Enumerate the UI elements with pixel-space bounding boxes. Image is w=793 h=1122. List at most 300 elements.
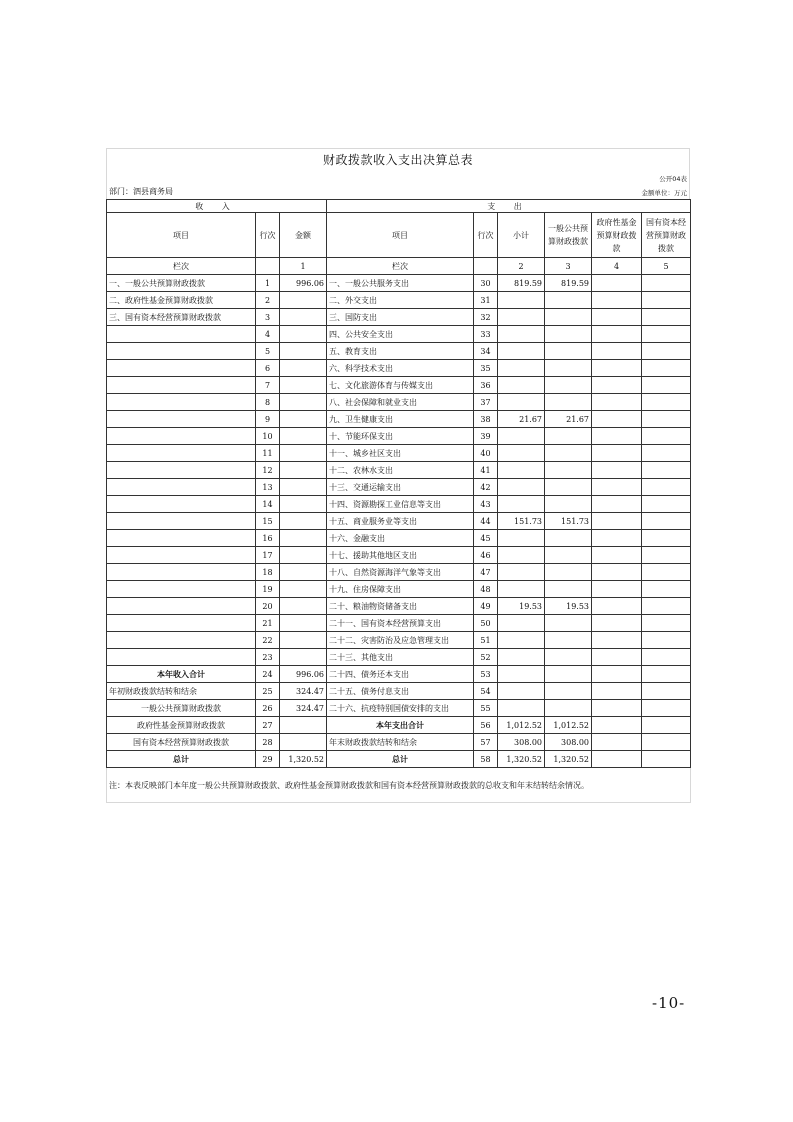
expense-line-cell: 51 xyxy=(474,632,498,649)
expense-subtotal-cell xyxy=(498,530,545,547)
general-budget-cell xyxy=(545,309,592,326)
income-amount-cell xyxy=(280,326,327,343)
state-capital-cell xyxy=(642,360,691,377)
state-capital-cell xyxy=(642,326,691,343)
expense-line-cell: 31 xyxy=(474,292,498,309)
expense-line-cell: 50 xyxy=(474,615,498,632)
expense-line-cell: 32 xyxy=(474,309,498,326)
income-line-cell: 25 xyxy=(256,683,280,700)
expense-item-cell: 十六、金融支出 xyxy=(327,530,474,547)
income-amount-cell xyxy=(280,377,327,394)
income-line-cell: 5 xyxy=(256,343,280,360)
state-capital-cell xyxy=(642,683,691,700)
income-amount-cell: 1,320.52 xyxy=(280,751,327,768)
expense-item-cell: 二十四、债务还本支出 xyxy=(327,666,474,683)
expense-subtotal-cell: 151.73 xyxy=(498,513,545,530)
footnote: 注：本表反映部门本年度一般公共预算财政拨款、政府性基金预算财政拨款和国有资本经营预算财政拨款的总收支和年末结转结余情况。 xyxy=(107,768,691,803)
income-line-header: 行次 xyxy=(256,213,280,258)
finance-table xyxy=(106,199,691,803)
state-capital-cell xyxy=(642,564,691,581)
table-row xyxy=(107,513,691,530)
income-amount-cell xyxy=(280,445,327,462)
income-item-cell xyxy=(107,530,256,547)
income-line-cell: 16 xyxy=(256,530,280,547)
income-item-cell xyxy=(107,547,256,564)
expense-item-header: 项目 xyxy=(327,213,474,258)
general-budget-cell xyxy=(545,326,592,343)
general-budget-cell xyxy=(545,547,592,564)
general-budget-cell: 1,320.52 xyxy=(545,751,592,768)
table-row xyxy=(107,751,691,768)
expense-line-cell: 38 xyxy=(474,411,498,428)
income-amount-header: 金额 xyxy=(280,213,327,258)
expense-item-cell: 二十五、债务付息支出 xyxy=(327,683,474,700)
general-budget-cell xyxy=(545,564,592,581)
gov-fund-cell xyxy=(592,700,642,717)
state-capital-cell xyxy=(642,479,691,496)
column-number: 3 xyxy=(545,258,592,275)
income-item-cell xyxy=(107,411,256,428)
gov-fund-cell xyxy=(592,428,642,445)
table-row xyxy=(107,479,691,496)
income-item-cell: 国有资本经营预算财政拨款 xyxy=(107,734,256,751)
expense-item-cell: 十八、自然资源海洋气象等支出 xyxy=(327,564,474,581)
income-line-cell: 10 xyxy=(256,428,280,445)
income-amount-cell xyxy=(280,360,327,377)
expense-line-cell: 30 xyxy=(474,275,498,292)
gov-fund-cell xyxy=(592,479,642,496)
expense-subtotal-cell xyxy=(498,581,545,598)
table-row xyxy=(107,717,691,734)
income-line-cell: 20 xyxy=(256,598,280,615)
gov-fund-cell xyxy=(592,275,642,292)
income-line-cell: 28 xyxy=(256,734,280,751)
income-amount-cell xyxy=(280,734,327,751)
state-capital-cell xyxy=(642,530,691,547)
expense-subtotal-cell xyxy=(498,632,545,649)
income-item-cell: 二、政府性基金预算财政拨款 xyxy=(107,292,256,309)
income-item-cell xyxy=(107,632,256,649)
gov-fund-cell xyxy=(592,309,642,326)
general-budget-cell xyxy=(545,666,592,683)
income-amount-cell xyxy=(280,462,327,479)
unit-label: 金额单位：万元 xyxy=(641,189,687,197)
income-line-cell: 6 xyxy=(256,360,280,377)
expense-item-cell: 总计 xyxy=(327,751,474,768)
table-row xyxy=(107,734,691,751)
expense-group-header: 支 出 xyxy=(327,200,691,213)
state-capital-cell xyxy=(642,309,691,326)
expense-line-cell: 45 xyxy=(474,530,498,547)
income-amount-cell: 324.47 xyxy=(280,683,327,700)
general-budget-cell xyxy=(545,377,592,394)
expense-subtotal-cell xyxy=(498,377,545,394)
gov-fund-cell xyxy=(592,632,642,649)
state-capital-cell xyxy=(642,649,691,666)
general-budget-cell xyxy=(545,649,592,666)
income-item-cell xyxy=(107,343,256,360)
column-number xyxy=(474,258,498,275)
income-line-cell: 21 xyxy=(256,615,280,632)
gov-fund-cell xyxy=(592,513,642,530)
expense-item-cell: 一、一般公共服务支出 xyxy=(327,275,474,292)
state-capital-cell xyxy=(642,547,691,564)
income-line-cell: 12 xyxy=(256,462,280,479)
expense-subtotal-cell xyxy=(498,496,545,513)
income-group-header: 收 入 xyxy=(107,200,327,213)
expense-item-cell: 十七、援助其他地区支出 xyxy=(327,547,474,564)
expense-item-cell: 七、文化旅游体育与传媒支出 xyxy=(327,377,474,394)
expense-line-cell: 48 xyxy=(474,581,498,598)
general-budget-cell xyxy=(545,394,592,411)
column-label: 栏次 xyxy=(107,258,256,275)
expense-subtotal-cell xyxy=(498,666,545,683)
expense-line-header: 行次 xyxy=(474,213,498,258)
income-line-cell: 15 xyxy=(256,513,280,530)
expense-item-cell: 二十二、灾害防治及应急管理支出 xyxy=(327,632,474,649)
expense-line-cell: 39 xyxy=(474,428,498,445)
income-amount-cell xyxy=(280,394,327,411)
income-amount-cell: 996.06 xyxy=(280,275,327,292)
income-amount-cell xyxy=(280,479,327,496)
general-budget-cell xyxy=(545,530,592,547)
expense-item-cell: 年末财政拨款结转和结余 xyxy=(327,734,474,751)
general-budget-cell xyxy=(545,479,592,496)
gov-fund-cell xyxy=(592,411,642,428)
gov-fund-cell xyxy=(592,462,642,479)
column-number: 2 xyxy=(498,258,545,275)
general-budget-cell xyxy=(545,496,592,513)
expense-line-cell: 44 xyxy=(474,513,498,530)
general-budget-cell xyxy=(545,632,592,649)
expense-item-cell: 二十、粮油物资储备支出 xyxy=(327,598,474,615)
expense-subtotal-cell xyxy=(498,683,545,700)
table-row xyxy=(107,547,691,564)
table-row xyxy=(107,292,691,309)
expense-subtotal-cell: 308.00 xyxy=(498,734,545,751)
income-amount-cell: 996.06 xyxy=(280,666,327,683)
expense-subtotal-cell xyxy=(498,700,545,717)
income-line-cell: 17 xyxy=(256,547,280,564)
expense-line-cell: 41 xyxy=(474,462,498,479)
gov-fund-cell xyxy=(592,615,642,632)
state-capital-cell xyxy=(642,632,691,649)
expense-subtotal-cell xyxy=(498,360,545,377)
income-item-cell xyxy=(107,649,256,666)
expense-subtotal-cell xyxy=(498,343,545,360)
income-item-cell xyxy=(107,445,256,462)
gov-fund-cell xyxy=(592,377,642,394)
gov-fund-cell xyxy=(592,598,642,615)
table-row xyxy=(107,700,691,717)
expense-line-cell: 58 xyxy=(474,751,498,768)
report-title: 财政拨款收入支出决算总表 xyxy=(106,148,690,171)
income-line-cell: 11 xyxy=(256,445,280,462)
state-capital-cell xyxy=(642,717,691,734)
department-label: 部门：泗县商务局 xyxy=(109,187,173,196)
expense-line-cell: 36 xyxy=(474,377,498,394)
expense-item-cell: 四、公共安全支出 xyxy=(327,326,474,343)
income-line-cell: 4 xyxy=(256,326,280,343)
table-row xyxy=(107,581,691,598)
income-amount-cell xyxy=(280,428,327,445)
table-row xyxy=(107,343,691,360)
general-budget-cell xyxy=(545,615,592,632)
table-row xyxy=(107,615,691,632)
income-item-cell: 本年收入合计 xyxy=(107,666,256,683)
expense-item-cell: 十四、资源勘探工业信息等支出 xyxy=(327,496,474,513)
state-capital-cell xyxy=(642,598,691,615)
table-row xyxy=(107,326,691,343)
income-item-cell: 年初财政拨款结转和结余 xyxy=(107,683,256,700)
state-capital-cell xyxy=(642,700,691,717)
gov-fund-cell xyxy=(592,326,642,343)
gov-fund-cell xyxy=(592,547,642,564)
income-line-cell: 27 xyxy=(256,717,280,734)
income-item-cell: 一般公共预算财政拨款 xyxy=(107,700,256,717)
state-capital-cell xyxy=(642,394,691,411)
income-item-cell xyxy=(107,479,256,496)
gov-fund-cell xyxy=(592,683,642,700)
table-row xyxy=(107,666,691,683)
income-line-cell: 9 xyxy=(256,411,280,428)
income-amount-cell xyxy=(280,411,327,428)
income-item-cell xyxy=(107,598,256,615)
income-line-cell: 13 xyxy=(256,479,280,496)
income-amount-cell: 324.47 xyxy=(280,700,327,717)
income-amount-cell xyxy=(280,309,327,326)
gov-fund-cell xyxy=(592,564,642,581)
income-amount-cell xyxy=(280,632,327,649)
expense-subtotal-cell: 21.67 xyxy=(498,411,545,428)
expense-item-cell: 十九、住房保障支出 xyxy=(327,581,474,598)
income-line-cell: 26 xyxy=(256,700,280,717)
gov-fund-cell xyxy=(592,360,642,377)
expense-line-cell: 54 xyxy=(474,683,498,700)
page-number: -10- xyxy=(652,994,686,1012)
table-row xyxy=(107,632,691,649)
expense-item-cell: 二、外交支出 xyxy=(327,292,474,309)
gov-fund-cell xyxy=(592,530,642,547)
expense-subtotal-cell xyxy=(498,309,545,326)
income-amount-cell xyxy=(280,292,327,309)
income-amount-cell xyxy=(280,513,327,530)
gov-fund-cell xyxy=(592,751,642,768)
income-line-cell: 18 xyxy=(256,564,280,581)
income-amount-cell xyxy=(280,564,327,581)
expense-line-cell: 46 xyxy=(474,547,498,564)
expense-subtotal-cell xyxy=(498,564,545,581)
expense-line-cell: 37 xyxy=(474,394,498,411)
expense-item-cell: 六、科学技术支出 xyxy=(327,360,474,377)
gov-fund-cell xyxy=(592,394,642,411)
expense-line-cell: 49 xyxy=(474,598,498,615)
table-row xyxy=(107,411,691,428)
state-capital-cell xyxy=(642,343,691,360)
gov-fund-cell xyxy=(592,445,642,462)
general-budget-cell: 819.59 xyxy=(545,275,592,292)
income-item-header: 项目 xyxy=(107,213,256,258)
table-row xyxy=(107,377,691,394)
expense-subtotal-cell xyxy=(498,462,545,479)
report-sheet xyxy=(106,148,690,803)
income-item-cell xyxy=(107,428,256,445)
income-item-cell xyxy=(107,326,256,343)
state-capital-cell xyxy=(642,734,691,751)
general-budget-cell: 151.73 xyxy=(545,513,592,530)
state-capital-cell xyxy=(642,428,691,445)
table-row xyxy=(107,462,691,479)
income-item-cell: 总计 xyxy=(107,751,256,768)
state-capital-cell xyxy=(642,292,691,309)
table-row xyxy=(107,496,691,513)
table-row xyxy=(107,275,691,292)
income-item-cell xyxy=(107,394,256,411)
state-capital-cell xyxy=(642,513,691,530)
income-item-cell xyxy=(107,581,256,598)
income-amount-cell xyxy=(280,343,327,360)
income-amount-cell xyxy=(280,547,327,564)
expense-subtotal-cell xyxy=(498,479,545,496)
expense-subtotal-cell xyxy=(498,445,545,462)
gov-fund-cell xyxy=(592,717,642,734)
gov-fund-cell xyxy=(592,581,642,598)
expense-item-cell: 八、社会保障和就业支出 xyxy=(327,394,474,411)
expense-subtotal-cell xyxy=(498,649,545,666)
state-capital-cell xyxy=(642,377,691,394)
expense-line-cell: 56 xyxy=(474,717,498,734)
state-capital-cell xyxy=(642,445,691,462)
table-row xyxy=(107,564,691,581)
state-capital-header: 国有资本经营预算财政拨款 xyxy=(642,213,691,258)
general-budget-cell xyxy=(545,700,592,717)
gov-fund-header: 政府性基金预算财政拨款 xyxy=(592,213,642,258)
expense-line-cell: 33 xyxy=(474,326,498,343)
income-amount-cell xyxy=(280,615,327,632)
column-number: 4 xyxy=(592,258,642,275)
expense-subtotal-cell xyxy=(498,326,545,343)
table-number: 公开04表 xyxy=(659,175,687,183)
income-item-cell: 三、国有资本经营预算财政拨款 xyxy=(107,309,256,326)
state-capital-cell xyxy=(642,462,691,479)
general-budget-cell: 308.00 xyxy=(545,734,592,751)
report-meta xyxy=(106,171,690,199)
expense-subtotal-cell: 19.53 xyxy=(498,598,545,615)
income-line-cell: 8 xyxy=(256,394,280,411)
expense-item-cell: 九、卫生健康支出 xyxy=(327,411,474,428)
general-budget-cell: 19.53 xyxy=(545,598,592,615)
expense-subtotal-cell xyxy=(498,394,545,411)
expense-line-cell: 43 xyxy=(474,496,498,513)
state-capital-cell xyxy=(642,411,691,428)
general-budget-cell xyxy=(545,428,592,445)
expense-line-cell: 53 xyxy=(474,666,498,683)
income-amount-cell xyxy=(280,649,327,666)
general-budget-cell: 21.67 xyxy=(545,411,592,428)
expense-subtotal-cell: 819.59 xyxy=(498,275,545,292)
column-number: 5 xyxy=(642,258,691,275)
expense-item-cell: 十五、商业服务业等支出 xyxy=(327,513,474,530)
income-amount-cell xyxy=(280,530,327,547)
expense-subtotal-cell xyxy=(498,615,545,632)
table-row xyxy=(107,683,691,700)
expense-line-cell: 42 xyxy=(474,479,498,496)
general-budget-cell xyxy=(545,343,592,360)
state-capital-cell xyxy=(642,275,691,292)
general-budget-cell: 1,012.52 xyxy=(545,717,592,734)
expense-item-cell: 二十三、其他支出 xyxy=(327,649,474,666)
expense-subtotal-cell: 1,012.52 xyxy=(498,717,545,734)
general-budget-cell xyxy=(545,683,592,700)
column-label: 栏次 xyxy=(327,258,474,275)
table-row xyxy=(107,394,691,411)
income-line-cell: 22 xyxy=(256,632,280,649)
expense-line-cell: 35 xyxy=(474,360,498,377)
state-capital-cell xyxy=(642,615,691,632)
general-budget-cell xyxy=(545,360,592,377)
expense-line-cell: 47 xyxy=(474,564,498,581)
table-row xyxy=(107,428,691,445)
income-item-cell: 政府性基金预算财政拨款 xyxy=(107,717,256,734)
expense-item-cell: 本年支出合计 xyxy=(327,717,474,734)
income-line-cell: 2 xyxy=(256,292,280,309)
income-amount-cell xyxy=(280,717,327,734)
income-item-cell xyxy=(107,564,256,581)
expense-item-cell: 十、节能环保支出 xyxy=(327,428,474,445)
income-item-cell xyxy=(107,513,256,530)
gov-fund-cell xyxy=(592,734,642,751)
expense-item-cell: 十一、城乡社区支出 xyxy=(327,445,474,462)
expense-line-cell: 34 xyxy=(474,343,498,360)
expense-subtotal-cell xyxy=(498,547,545,564)
expense-item-cell: 二十六、抗疫特别国债安排的支出 xyxy=(327,700,474,717)
expense-subtotal-cell: 1,320.52 xyxy=(498,751,545,768)
expense-line-cell: 55 xyxy=(474,700,498,717)
table-row xyxy=(107,309,691,326)
table-row xyxy=(107,598,691,615)
state-capital-cell xyxy=(642,496,691,513)
income-line-cell: 24 xyxy=(256,666,280,683)
income-line-cell: 14 xyxy=(256,496,280,513)
income-line-cell: 29 xyxy=(256,751,280,768)
gov-fund-cell xyxy=(592,666,642,683)
expense-item-cell: 五、教育支出 xyxy=(327,343,474,360)
state-capital-cell xyxy=(642,666,691,683)
income-item-cell xyxy=(107,615,256,632)
expense-subtotal-cell xyxy=(498,428,545,445)
expense-subtotal-cell xyxy=(498,292,545,309)
gov-fund-cell xyxy=(592,649,642,666)
income-line-cell: 3 xyxy=(256,309,280,326)
income-line-cell: 23 xyxy=(256,649,280,666)
table-row xyxy=(107,530,691,547)
income-amount-cell xyxy=(280,598,327,615)
income-item-cell xyxy=(107,360,256,377)
expense-line-cell: 57 xyxy=(474,734,498,751)
general-budget-cell xyxy=(545,462,592,479)
income-item-cell: 一、一般公共预算财政拨款 xyxy=(107,275,256,292)
column-number xyxy=(256,258,280,275)
income-amount-cell xyxy=(280,581,327,598)
table-row xyxy=(107,445,691,462)
subtotal-header: 小计 xyxy=(498,213,545,258)
expense-item-cell: 二十一、国有资本经营预算支出 xyxy=(327,615,474,632)
general-budget-cell xyxy=(545,292,592,309)
expense-item-cell: 十二、农林水支出 xyxy=(327,462,474,479)
income-item-cell xyxy=(107,462,256,479)
table-row xyxy=(107,360,691,377)
gov-fund-cell xyxy=(592,496,642,513)
